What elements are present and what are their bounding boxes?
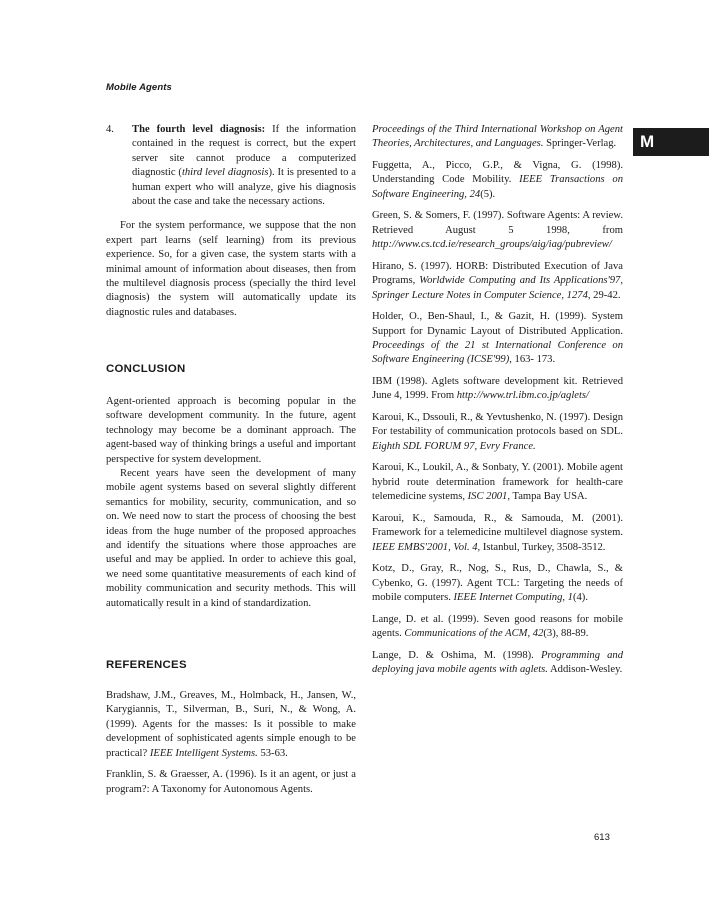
- text-run: Karoui, K., Loukil, A., & Sonbaty, Y. (2001). Mobile agent hybrid route determination framework for health-care telemedicine systems,: [372, 462, 623, 503]
- text-run-italic: http://www.trl.ibm.co.jp/aglets/: [456, 390, 589, 402]
- text-run-italic: IEEE Internet Computing, 1: [453, 592, 573, 604]
- reference-entry: [106, 689, 356, 761]
- text-run: , 29-42.: [587, 289, 621, 301]
- text-run: (3), 88-89.: [543, 628, 589, 640]
- text-run: Lange, D. & Oshima, M. (1998).: [372, 649, 541, 661]
- text-run: Bradshaw, J.M., Greaves, M., Holmback, H., Jansen, W., Karygiannis, T., Silverman, B., Suri, N., & Wong, A. (1999). Agents for the masses: Is it possible to make development of sophisticated agents simple enough to be practical?: [106, 690, 356, 759]
- text-run-italic: http://www.cs.tcd.ie/research_groups/aig/iag/pubreview/: [372, 239, 612, 251]
- text-run: , 163- 173.: [509, 354, 556, 366]
- reference-entry: [372, 512, 623, 555]
- text-run-italic: Programming and deploying java mobile agents with aglets.: [372, 649, 623, 676]
- right-column: [372, 123, 623, 685]
- text-run-italic: IEEE EMBS'2001, Vol. 4,: [372, 541, 481, 553]
- text-run-italic: ISC 2001,: [467, 491, 510, 503]
- running-head: Mobile Agents: [106, 82, 172, 93]
- text-run: Karoui, K., Dssouli, R., & Yevtushenko, N. (1997). Design For testability of communication protocols based on SDL.: [372, 412, 623, 438]
- reference-entry: [372, 613, 623, 642]
- text-run: Istanbul, Turkey, 3508-3512.: [480, 541, 606, 553]
- text-run: IBM (1998). Aglets software development kit. Retrieved June 4, 1999. From: [372, 376, 623, 402]
- reference-entry: [372, 123, 623, 152]
- text-run: If the information contained in the request is correct, but the expert server site cannot produce a computerized diagnostic (: [132, 124, 356, 179]
- text-run-italic: Eighth SDL FORUM 97, Evry France.: [372, 440, 536, 452]
- text-run: Lange, D. et al. (1999). Seven good reasons for mobile agents.: [372, 613, 623, 640]
- references-left: [106, 689, 356, 804]
- text-run: Kotz, D., Gray, R., Nog, S., Rus, D., Chawla, S., & Cybenko, G. (1997). Agent TCL: Targeting the needs of mobile computers.: [372, 563, 623, 604]
- text-run: Fuggetta, A., Picco, G.P., & Vigna, G. (1998). Understanding Code Mobility.: [372, 160, 623, 186]
- list-item-4: [106, 123, 356, 209]
- text-run: Hirano, S. (1997). HORB: Distributed Execution of Java Programs,: [372, 260, 623, 287]
- reference-entry: [372, 461, 623, 504]
- text-run-italic: Communications of the ACM, 42: [404, 628, 544, 640]
- text-run-italic: Worldwide Computing and Its Applications'97, Springer Lecture Notes in Computer Science, 1274: [372, 275, 623, 301]
- reference-entry: [372, 209, 623, 252]
- reference-entry: [106, 768, 356, 797]
- conclusion-paragraph-1: Agent-oriented approach is becoming popular in the software development community. In the future, agent technology may become be a dominant approach. The agent-based way of thinking brings a useful and important perspective for system development.: [106, 396, 356, 465]
- conclusion-paragraph-2: Recent years have seen the development of many mobile agent systems based on several slightly different semantics for mobility, security, communication, and so on. We need now to start the process of choosing the best ideas from the huge number of the proposed approaches and identify the situations where those approaches are useful and may be applied. In order to achieve this goal, we need some quantitative measurements of each kind of mobility communication and security methods. This will automatically result in a kind of standardization.: [106, 468, 356, 609]
- reference-entry: [372, 562, 623, 605]
- text-run-italic: IEEE Transactions on Software Engineering, 24: [372, 174, 623, 200]
- list-number: 4.: [106, 124, 114, 135]
- reference-entry: [372, 159, 623, 202]
- text-run-italic: third level diagnosis: [181, 167, 269, 179]
- left-column: [106, 123, 356, 795]
- text-run-italic: IEEE Intelligent Systems.: [149, 747, 258, 759]
- text-run: Springer-Verlag.: [543, 138, 617, 150]
- text-run: 53-63.: [257, 747, 288, 759]
- reference-entry: [372, 260, 623, 303]
- text-run: Green, S. & Somers, F. (1997). Software Agents: A review. Retrieved August 5 1998, from: [372, 210, 623, 236]
- text-run: Addison-Wesley.: [547, 664, 623, 676]
- list-item-text: [132, 123, 356, 209]
- section-tab: M: [633, 128, 709, 156]
- text-run-italic: Proceedings of the Third International Workshop on Agent Theories, Architectures, and Languages.: [372, 124, 623, 150]
- text-run: Karoui, K., Samouda, R., & Samouda, M. (2001). Framework for a telemedicine multilevel diagnose system.: [372, 512, 623, 539]
- text-run-italic: Proceedings of the 21 st International Conference on Software Engineering (ICSE'99): [372, 340, 623, 366]
- references-right: [372, 123, 623, 677]
- reference-entry: [372, 411, 623, 454]
- conclusion-heading: CONCLUSION: [106, 363, 186, 375]
- text-run: Tampa Bay USA.: [510, 491, 588, 503]
- references-heading: REFERENCES: [106, 659, 187, 671]
- reference-entry: [372, 310, 623, 368]
- text-run: (5).: [480, 188, 496, 200]
- list-item-title: The fourth level diagnosis:: [132, 124, 266, 135]
- text-run: Holder, O., Ben-Shaul, I., & Gazit, H. (1999). System Support for Dynamic Layout of Distributed Application.: [372, 311, 623, 337]
- text-run: ). It is presented to a human expert who will analyze, give his diagnosis about the case and take the necessary actions.: [132, 167, 356, 208]
- page-number: 613: [594, 832, 610, 843]
- text-run: (4).: [572, 592, 588, 604]
- reference-entry: [372, 649, 623, 678]
- reference-entry: [372, 375, 623, 404]
- text-run: Franklin, S. & Graesser, A. (1996). Is it an agent, or just a program?: A Taxonomy for Autonomous Agents.: [106, 769, 356, 795]
- system-performance-paragraph: For the system performance, we suppose that the non expert part learns (self learning) from its previous experience. So, for a given case, the system starts with a minimal amount of information about diseases, then from the multilevel diagnosis process (specially the third level diagnosis) the system will automatically update its diagnostic rules and databases.: [106, 220, 356, 318]
